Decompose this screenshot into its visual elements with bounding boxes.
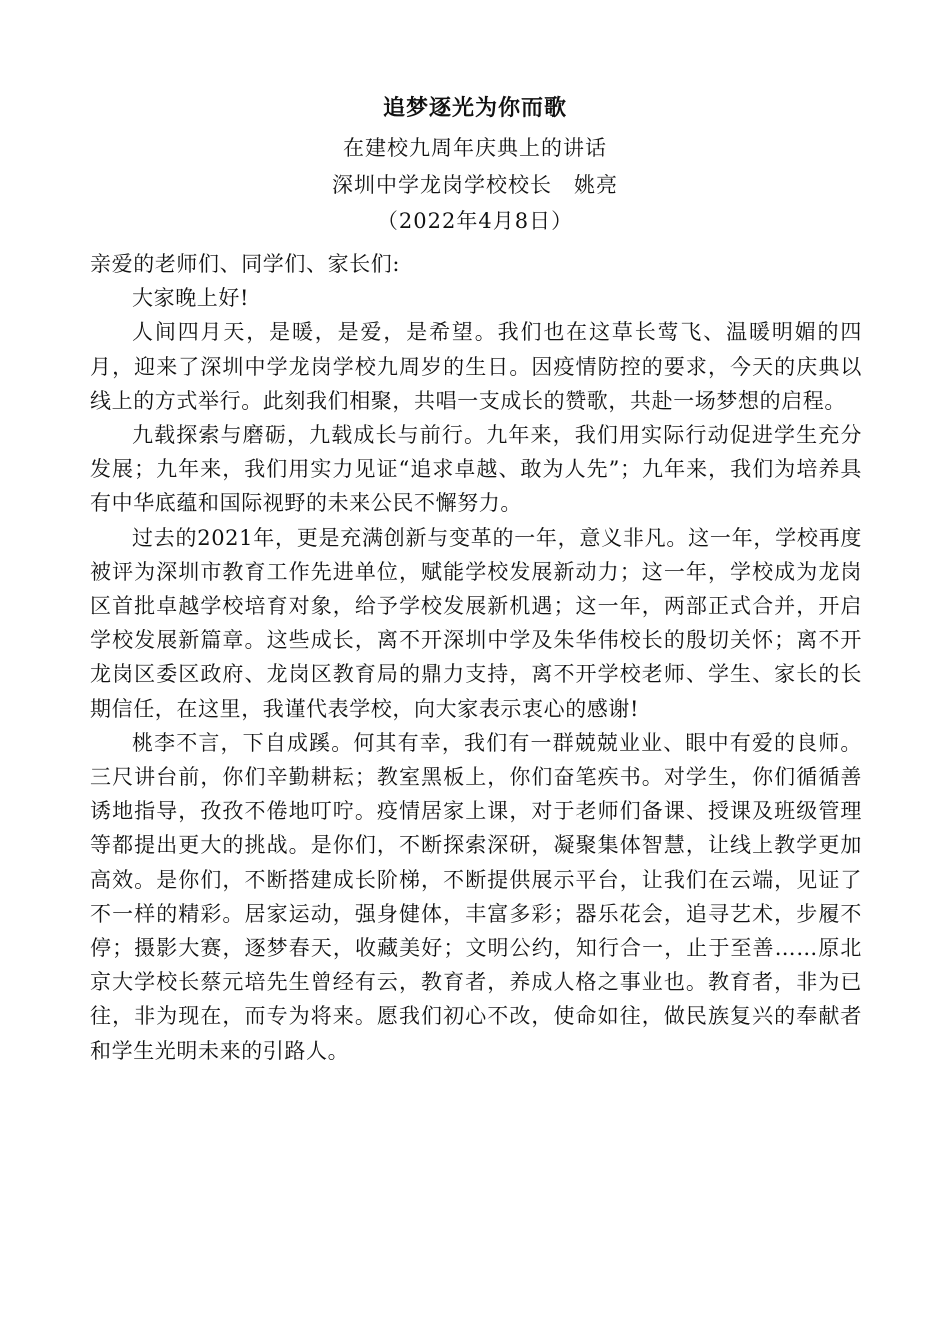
document-subtitle: 在建校九周年庆典上的讲话 <box>343 136 607 160</box>
paragraph-greeting: 大家晚上好! <box>132 286 250 311</box>
document-date: （2022年4月8日） <box>376 209 574 233</box>
document-header <box>0 92 950 237</box>
paragraph-nine-years: 九载探索与磨砺，九载成长与前行。九年来，我们用实际行动促进学生充分发展；九年来，我们用实力见证“追求卓越、敢为人先”；九年来，我们为培养具有中华底蕴和国际视野的未来公民不懈努力。 <box>90 423 862 516</box>
document-author: 深圳中学龙岗学校校长 姚亮 <box>332 173 618 197</box>
paragraph-april: 人间四月天，是暖，是爱，是希望。我们也在这草长莺飞、温暖明媚的四月，迎来了深圳中学龙岗学校九周岁的生日。因疫情防控的要求，今天的庆典以线上的方式举行。此刻我们相聚，共唱一支成长的赞歌，共赴一场梦想的启程。 <box>90 320 862 413</box>
salutation: 亲爱的老师们、同学们、家长们: <box>90 252 401 276</box>
paragraph-teachers: 桃李不言，下自成蹊。何其有幸，我们有一群兢兢业业、眼中有爱的良师。三尺讲台前，你们辛勤耕耘；教室黑板上，你们奋笔疾书。对学生，你们循循善诱地指导，孜孜不倦地叮咛。疫情居家上课，对于老师们备课、授课及班级管理等都提出更大的挑战。是你们，不断探索深研，凝聚集体智慧，让线上教学更加高效。是你们，不断搭建成长阶梯，不断提供展示平台，让我们在云端，见证了不一样的精彩。居家运动，强身健体，丰富多彩；器乐花会，追寻艺术，步履不停；摄影大赛，逐梦春天，收藏美好；文明公约，知行合一，止于至善……原北京大学校长蔡元培先生曾经有云，教育者，养成人格之事业也。教育者，非为已往，非为现在，而专为将来。愿我们初心不改，使命如往，做民族复兴的奉献者和学生光明未来的引路人。 <box>90 730 862 1063</box>
paragraph-2021: 过去的2021年，更是充满创新与变革的一年，意义非凡。这一年，学校再度被评为深圳市教育工作先进单位，赋能学校发展新动力；这一年，学校成为龙岗区首批卓越学校培育对象，给予学校发展新机遇；这一年，两部正式合并，开启学校发展新篇章。这些成长，离不开深圳中学及朱华伟校长的殷切关怀；离不开龙岗区委区政府、龙岗区教育局的鼎力支持，离不开学校老师、学生、家长的长期信任，在这里，我谨代表学校，向大家表示衷心的感谢! <box>90 525 862 721</box>
document-title: 追梦逐光为你而歌 <box>382 95 567 121</box>
document-body <box>90 247 862 1068</box>
